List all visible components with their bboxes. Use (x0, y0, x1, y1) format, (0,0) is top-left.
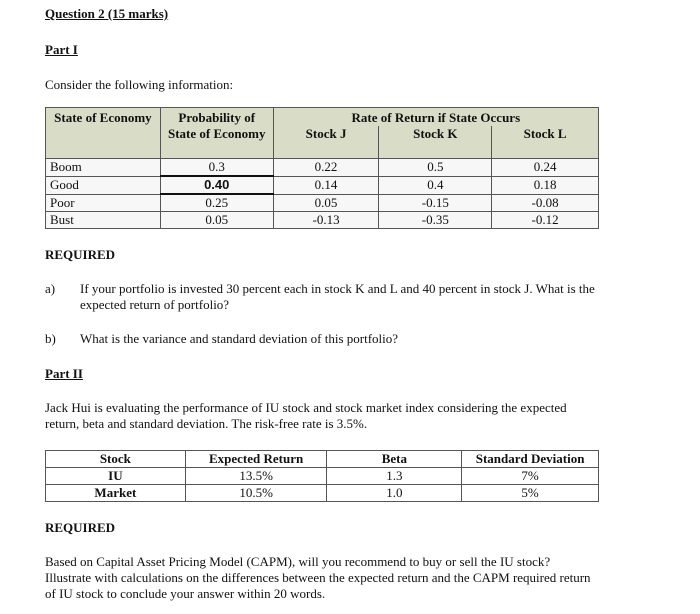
header-stock-l: Stock L (492, 126, 599, 159)
stock-j-cell: 0.22 (273, 159, 379, 177)
expected-return-cell: 13.5% (185, 468, 327, 485)
stock-k-cell: -0.15 (379, 194, 492, 212)
beta-cell: 1.0 (327, 485, 462, 502)
stock-k-cell: 0.4 (379, 176, 492, 194)
table-row (46, 212, 599, 229)
header-stock-k: Stock K (379, 126, 492, 159)
probability-cell: 0.05 (160, 212, 273, 229)
part2-heading: Part II (45, 366, 83, 381)
table-row (46, 176, 599, 194)
state-cell: Bust (46, 212, 161, 229)
part1-heading: Part I (45, 42, 78, 57)
probability-cell: 0.25 (160, 194, 273, 212)
header-probability: Probability of State of Economy (160, 108, 273, 159)
expected-return-cell: 10.5% (185, 485, 327, 502)
part2-required-heading: REQUIRED (45, 520, 116, 535)
question-a-label: a) (45, 281, 56, 296)
state-cell: Poor (46, 194, 161, 212)
header-expected-return: Expected Return (185, 451, 327, 468)
header-stock: Stock (46, 451, 186, 468)
stock-j-cell: 0.05 (273, 194, 379, 212)
question-title: Question 2 (15 marks) (45, 6, 169, 21)
probability-cell: 0.40 (160, 176, 273, 194)
table-row (46, 468, 599, 485)
stock-cell: Market (46, 485, 186, 502)
part2-required-text: Based on Capital Asset Pricing Model (CAPM), will you recommend to buy or sell the IU stock? Illustrate with calculations on the differences between the expected return and the CAPM required return of IU stock to conclude your answer within 20 words. (45, 554, 591, 601)
question-b-label: b) (45, 331, 56, 346)
stock-k-cell: 0.5 (379, 159, 492, 177)
table-row (46, 194, 599, 212)
stock-cell: IU (46, 468, 186, 485)
probability-cell: 0.3 (160, 159, 273, 177)
header-beta: Beta (327, 451, 462, 468)
part1-intro: Consider the following information: (45, 77, 234, 92)
stock-l-cell: -0.12 (492, 212, 599, 229)
part2-intro: Jack Hui is evaluating the performance of IU stock and stock market index considering the expected return, beta and standard deviation. The risk-free rate is 3.5%. (45, 400, 567, 431)
state-cell: Boom (46, 159, 161, 177)
standard-deviation-cell: 5% (462, 485, 599, 502)
stock-l-cell: 0.18 (492, 176, 599, 194)
stock-comparison-table (45, 450, 599, 502)
question-a-text: If your portfolio is invested 30 percent each in stock K and L and 40 percent in stock J. What is the expected return of portfolio? (80, 281, 595, 312)
beta-cell: 1.3 (327, 468, 462, 485)
header-state: State of Economy (46, 108, 161, 159)
part1-required-heading: REQUIRED (45, 247, 116, 262)
stock-j-cell: -0.13 (273, 212, 379, 229)
question-b-text: What is the variance and standard deviation of this portfolio? (80, 331, 399, 346)
stock-l-cell: 0.24 (492, 159, 599, 177)
returns-table (45, 107, 599, 229)
stock-j-cell: 0.14 (273, 176, 379, 194)
header-standard-deviation: Standard Deviation (462, 451, 599, 468)
standard-deviation-cell: 7% (462, 468, 599, 485)
header-stock-j: Stock J (273, 126, 379, 159)
stock-l-cell: -0.08 (492, 194, 599, 212)
stock-k-cell: -0.35 (379, 212, 492, 229)
table-row (46, 485, 599, 502)
header-rate-group: Rate of Return if State Occurs (273, 108, 598, 127)
state-cell: Good (46, 176, 161, 194)
table-row (46, 159, 599, 177)
